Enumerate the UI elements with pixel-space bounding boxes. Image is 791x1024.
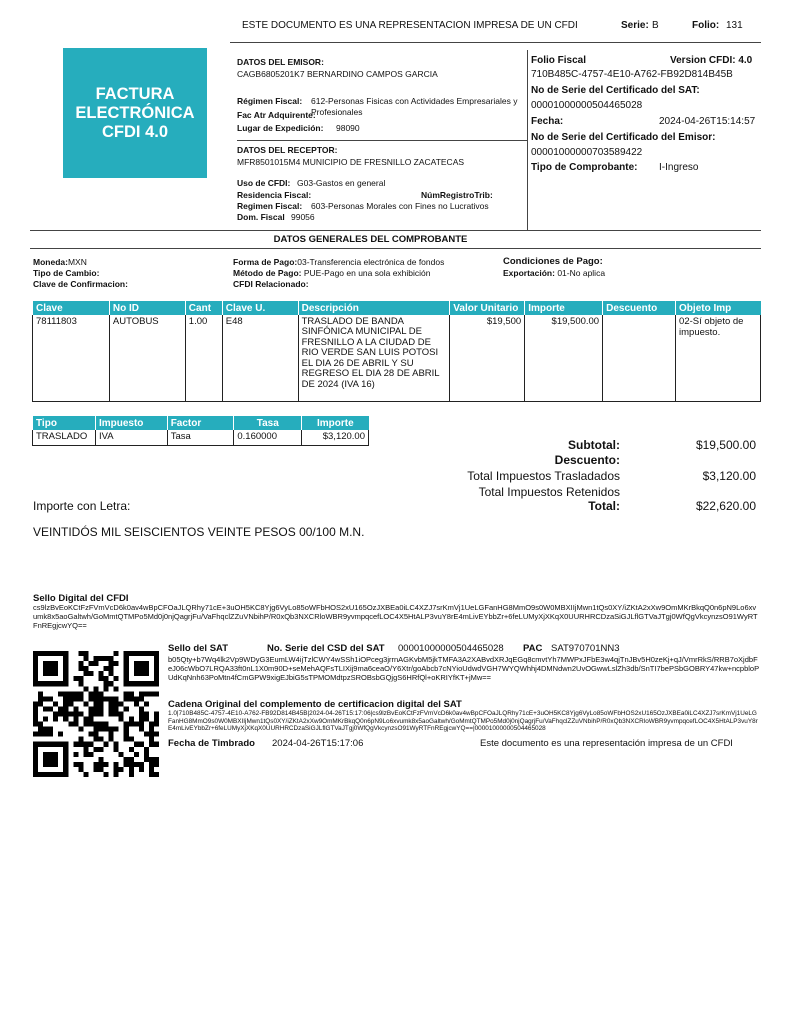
receptor-title: DATOS DEL RECEPTOR: — [237, 145, 338, 155]
exportacion-value: 01-No aplica — [557, 268, 606, 278]
logo-line-3: CFDI 4.0 — [101, 122, 169, 141]
cell-noid: AUTOBUS — [109, 315, 185, 401]
cell-cant: 1.00 — [185, 315, 222, 401]
cell-factor: Tasa — [167, 430, 234, 445]
emisor-rfc-nombre: CAGB6805201K7 BERNARDINO CAMPOS GARCIA — [237, 69, 438, 79]
conceptos-header-row — [33, 301, 761, 315]
serie-value: B — [652, 20, 659, 31]
subtotal-label: Subtotal: — [568, 438, 620, 452]
fecha-label: Fecha: — [531, 116, 564, 127]
col-factor: Factor — [167, 416, 234, 430]
qr-code-icon — [33, 651, 159, 777]
leyenda-cfdi: Este documento es una representación impresa de un CFDI — [480, 738, 733, 749]
sello-cfdi-value: cs9lzBvEoKCtFzFVmVcD6k0av4wBpCFOaJLQRhy71cE+3uOH5KC8Yjg6VyLo85oWFbHOS2xU165OzJXBEa0iLC4XZJ7srKmVj1UeLGFanHG8MmO9s0W0MBXIIjMwn1tQs0XY/iZKtA2xXw9OmMKrBkqQ0n6pN9Lo6xvumk8x5aoGaltwh/GoMmtQTMPo5Md0j0njQagrjFu/VaFhqclZZuVNbihP/R0xQb3NXCRloWBR9yvmpqcefLOC4X5HtALP3vuY8rE4mLivEYbbZr+6feLUMyXjXKqX0UURHRCDzaSiGJLflGTVaJTgj0WfQgVkcynzsO91WyRTFnREgjcwYQ== — [33, 603, 758, 630]
col-valor-unitario: Valor Unitario — [450, 301, 525, 315]
factura-logo — [63, 48, 207, 178]
version-cfdi-label: Version CFDI: 4.0 — [670, 55, 753, 66]
cert-emisor-label: No de Serie del Certificado del Emisor: — [531, 132, 716, 143]
serie-label: Serie: — [621, 20, 649, 31]
col-importe: Importe — [525, 301, 603, 315]
metodo-pago-value: PUE-Pago en una sola exhibición — [303, 268, 431, 278]
cell-valor-unitario: $19,500 — [450, 315, 525, 401]
receptor-numreg-label: NúmRegistroTrib: — [421, 190, 493, 200]
cell-objeto-imp: 02-Sí objeto de impuesto. — [676, 315, 761, 401]
emisor-divider — [237, 140, 527, 141]
receptor-uso-label: Uso de CFDI: — [237, 178, 291, 188]
document-banner: ESTE DOCUMENTO ES UNA REPRESENTACION IMPRESA DE UN CFDI — [242, 20, 578, 31]
col-cant: Cant — [185, 301, 222, 315]
receptor-rfc-nombre: MFR8501015M4 MUNICIPIO DE FRESNILLO ZACATECAS — [237, 157, 465, 167]
folio-value: 131 — [726, 20, 743, 31]
forma-pago-field — [233, 257, 444, 268]
fecha-value: 2024-04-26T15:14:57 — [659, 116, 756, 127]
fecha-timbrado-label: Fecha de Timbrado — [168, 738, 255, 749]
fecha-timbrado-value: 2024-04-26T15:17:06 — [272, 738, 364, 749]
receptor-residencia-label: Residencia Fiscal: — [237, 190, 312, 200]
col-objeto-imp: Objeto Imp — [676, 301, 761, 315]
total-value: $22,620.00 — [695, 499, 756, 513]
pac-value: SAT970701NN3 — [551, 643, 620, 654]
logo-line-2: ELECTRÓNICA — [75, 103, 195, 122]
cell-descuento — [603, 315, 676, 401]
col-noid: No ID — [109, 301, 185, 315]
exportacion-field — [503, 268, 605, 279]
metodo-pago-field — [233, 268, 431, 279]
table-row — [33, 430, 369, 445]
emisor-lugar-label: Lugar de Expedición: — [237, 123, 324, 133]
sello-cfdi-label: Sello Digital del CFDI — [33, 593, 129, 604]
emisor-fac-label: Fac Atr Adquirente: — [237, 110, 316, 120]
cert-sat-label: No de Serie del Certificado del SAT: — [531, 85, 700, 96]
total-label: Total: — [588, 499, 620, 513]
folio-label: Folio: — [692, 20, 720, 31]
clave-confirmacion-label: Clave de Confirmacion: — [33, 279, 128, 289]
descuento-label: Descuento: — [554, 453, 620, 467]
trasladados-value: $3,120.00 — [702, 469, 756, 483]
metodo-pago-label: Método de Pago: — [233, 268, 302, 278]
emisor-lugar-value: 98090 — [336, 123, 360, 133]
importe-letra-label: Importe con Letra: — [33, 499, 131, 513]
receptor-uso-value: G03-Gastos en general — [297, 178, 386, 188]
moneda-value: MXN — [67, 257, 87, 267]
moneda-field — [33, 257, 87, 268]
col-claveu: Clave U. — [222, 301, 298, 315]
col-impuesto: Impuesto — [95, 416, 167, 430]
header-divider — [230, 42, 761, 43]
csd-sat-label: No. Serie del CSD del SAT — [267, 643, 385, 654]
generales-title: DATOS GENERALES DEL COMPROBANTE — [273, 234, 468, 245]
moneda-label: Moneda: — [33, 257, 68, 267]
cert-sat-value: 00001000000504465028 — [531, 100, 643, 111]
csd-sat-value: 00001000000504465028 — [398, 643, 504, 654]
col-descripcion: Descripción — [298, 301, 450, 315]
cell-tipo: TRASLADO — [33, 430, 96, 445]
cell-impuesto: IVA — [95, 430, 167, 445]
generales-top-line — [30, 230, 761, 231]
retenidos-label: Total Impuestos Retenidos — [478, 485, 620, 499]
sello-sat-value: b05Qty+b7Wq4lk2Vp9WDyG3EumLW4ijTzlCWY4wSSh1iOPceg3jrrnAGKvbM5jkTMFA3A2XABvdXRJqEGq8cmvtYh7MWPxJFbE3w4qjTnJBv5H0zeKj+qJ/VmrRkS/RRB7oXjdbFeJ06cWbO7LRQA33ft0nL1X0m90D+seMehAQFsTLIXij9ma6ceaO/Y6Xtr/goAbcb7cNYioUdwdVGH7WYQWhhj4DMNdwn2UvOGwwLslZh3db/SnTI7bePSbGOBRY47kw+ncpbloPUdKqNnh63PoMtn4fCmGPW9xigEJbiG5sTPMOMdtpzSROBsbGQjgS6HRfQl+oKRIYfKT+jMw== — [168, 655, 760, 682]
subtotal-value: $19,500.00 — [695, 438, 756, 452]
sello-sat-label: Sello del SAT — [168, 643, 229, 654]
impuestos-header-row — [33, 416, 369, 430]
receptor-regimen-value: 603-Personas Morales con Fines no Lucrativos — [311, 201, 489, 211]
cell-importe: $19,500.00 — [525, 315, 603, 401]
tipo-cambio-label: Tipo de Cambio: — [33, 268, 100, 278]
logo-line-1: FACTURA — [95, 84, 175, 103]
cell-tasa: 0.160000 — [234, 430, 302, 445]
col-tipo: Tipo — [33, 416, 96, 430]
tipo-comprobante-value: I-Ingreso — [659, 162, 699, 173]
folio-fiscal-value: 710B485C-4757-4E10-A762-FB92D814B45B — [531, 69, 733, 80]
importe-letra-value: VEINTIDÓS MIL SEISCIENTOS VEINTE PESOS 00/100 M.N. — [33, 525, 365, 539]
receptor-dom-label: Dom. Fiscal — [237, 212, 285, 222]
col-clave: Clave — [33, 301, 110, 315]
cadena-original-value: 1.0|710B485C-4757-4E10-A762-FB92D814B45B|2024-04-26T15:17:06|cs9lzBvEoKCtFzFVmVcD6k0av4wBpCFOaJLQRhy71cE+3uOH5KC8Yjg6VyLo85oWFbHOS2xU165OzJXBEa0iLC4XZJ7srKmVj1UeLGFanHG8MmO9s0W0MBXIIjMwn1tQs0XY/iZKtA2xXw9OmMKrBkqQ0n6pN9Lo6xvumk8x5aoGaltwh/GoMmtQTMPo5Md0j0njQagrjFu/VaFhqclZZuVNbihP/R0xQb3NXCRloWBR9yvmpqcefLOC4X5HtALP3vuY8rE4mLivEYbbZr+6feLUMyXjXKqX0UURHRCDzaSiGJLflGTVaJTgj0WfQgVkcynzsO91WyRTFnREgjcwYQ==|00001000000504465028 — [168, 710, 758, 733]
fiscal-divider — [527, 50, 528, 230]
col-importe-imp: Importe — [302, 416, 369, 430]
trasladados-label: Total Impuestos Trasladados — [467, 469, 620, 483]
conceptos-table — [32, 301, 761, 402]
tipo-comprobante-label: Tipo de Comprobante: — [531, 162, 638, 173]
emisor-title: DATOS DEL EMISOR: — [237, 57, 324, 67]
cell-importe-imp: $3,120.00 — [302, 430, 369, 445]
col-descuento: Descuento — [603, 301, 676, 315]
forma-pago-label: Forma de Pago: — [233, 257, 298, 267]
cadena-original-label: Cadena Original del complemento de certificacion digital del SAT — [168, 699, 462, 710]
forma-pago-value: 03-Transferencia electrónica de fondos — [297, 257, 445, 267]
impuestos-table — [32, 416, 369, 446]
cell-descripcion: TRASLADO DE BANDA SINFÓNICA MUNICIPAL DE FRESNILLO A LA CIUDAD DE RIO VERDE SAN LUIS POTOSI EL DIA 26 DE ABRIL Y SU REGRESO EL DIA 28 DE ABRIL DE 2024 (IVA 16) — [298, 315, 450, 401]
cell-clave: 78111803 — [33, 315, 110, 401]
condiciones-pago-label: Condiciones de Pago: — [503, 256, 603, 267]
pac-label: PAC — [523, 643, 543, 654]
folio-fiscal-label: Folio Fiscal — [531, 55, 587, 66]
col-tasa: Tasa — [234, 416, 302, 430]
cell-claveu: E48 — [222, 315, 298, 401]
emisor-regimen-value: 612-Personas Fisicas con Actividades Empresariales y Profesionales — [311, 96, 518, 117]
receptor-dom-value: 99056 — [291, 212, 315, 222]
emisor-regimen-label: Régimen Fiscal: — [237, 96, 303, 106]
receptor-regimen-label: Regimen Fiscal: — [237, 201, 303, 211]
exportacion-label: Exportación: — [503, 268, 555, 278]
cfdi-relacionado-label: CFDI Relacionado: — [233, 279, 309, 289]
table-row — [33, 315, 761, 401]
cert-emisor-value: 00001000000703589422 — [531, 147, 643, 158]
generales-bottom-line — [30, 248, 761, 249]
